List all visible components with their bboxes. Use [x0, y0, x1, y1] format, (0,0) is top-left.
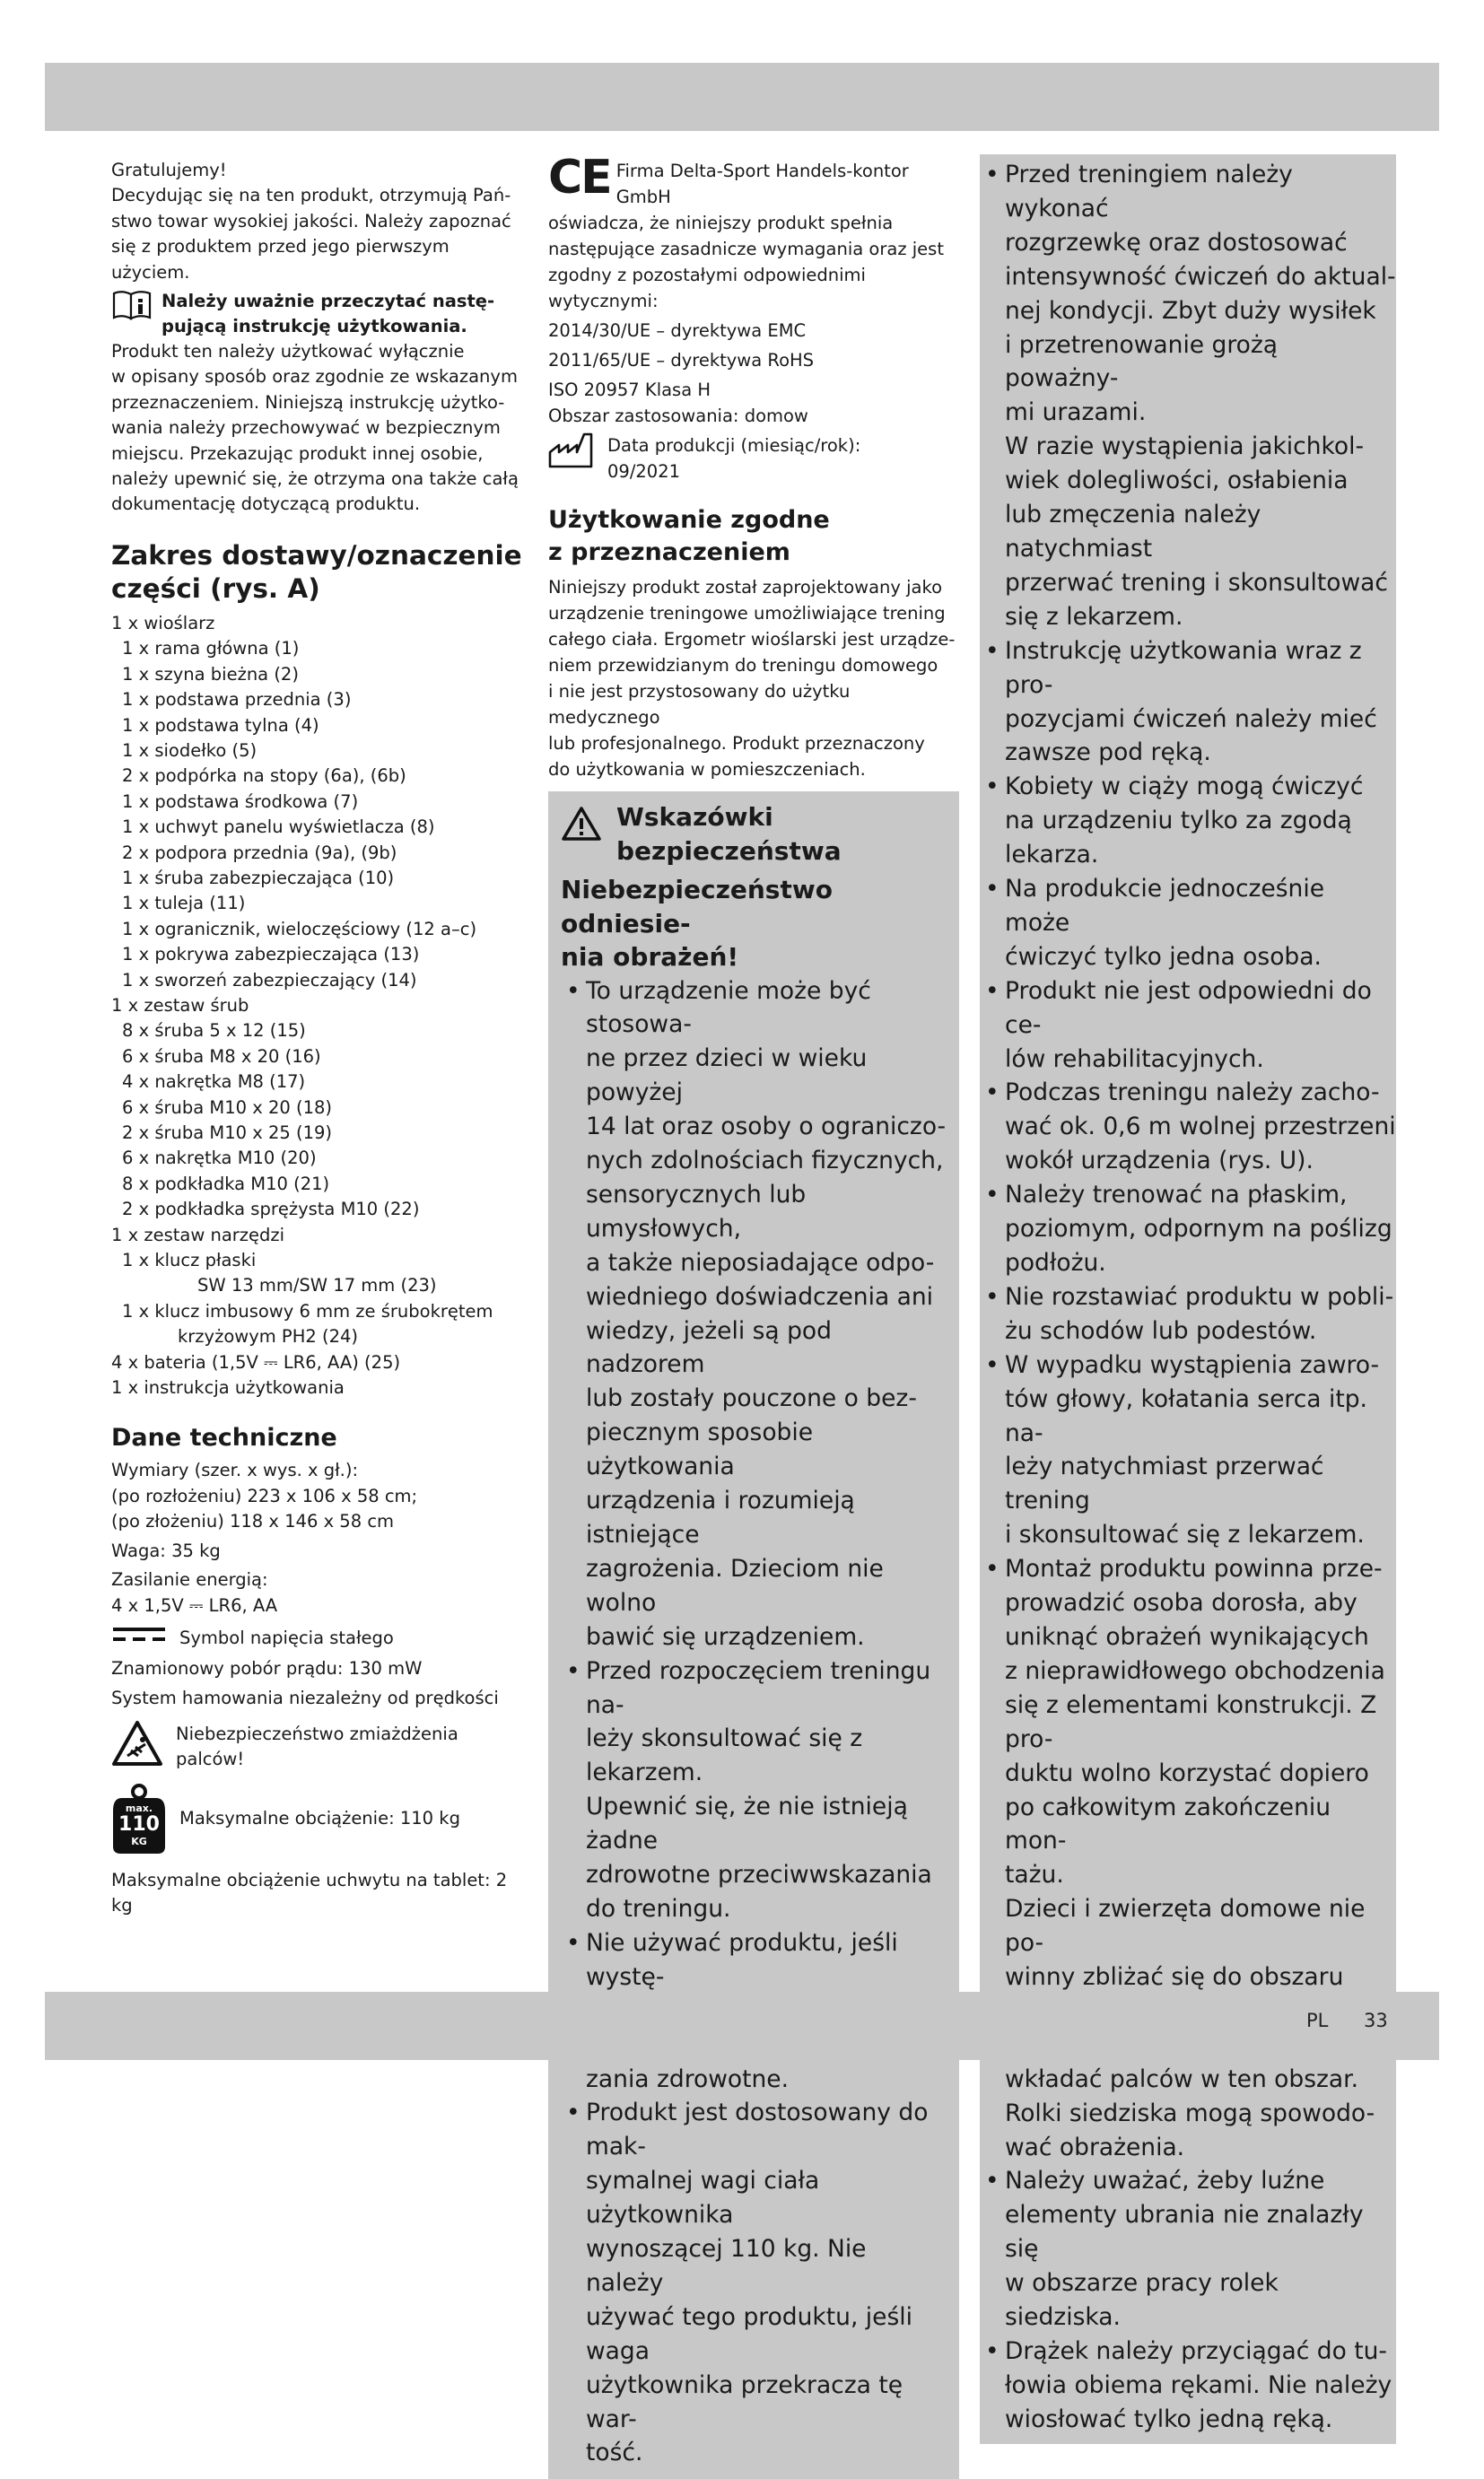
bullet-line: prowadzić osoba dorosła, aby [1005, 1589, 1357, 1618]
bullet-line: • Na produkcie jednocześnie może [1005, 875, 1325, 937]
bullet-line: wynoszącej 110 kg. Nie należy [586, 2235, 867, 2297]
bullet-line: piecznym sposobie użytkowania [586, 1418, 814, 1481]
bullet-line: rozgrzewkę oraz dostosować [1005, 228, 1348, 257]
bullet-continuation-line: winny zbliżać się do obszaru [1005, 1963, 1344, 1992]
max-load-row [111, 1784, 522, 1855]
safety-bullet [980, 1076, 1396, 1178]
scope-heading [111, 539, 522, 606]
safety-bullet [980, 974, 1396, 1077]
bullet-line: • Należy uważać, żeby luźne [1005, 2167, 1325, 2195]
tech-line: (po rozłożeniu) 223 x 106 x 58 cm; [111, 1485, 418, 1506]
scope-item: 1 x pokrywa zabezpieczająca (13) [122, 944, 420, 965]
safety-heading [561, 800, 947, 868]
safety-bullet [980, 770, 1396, 872]
tech-line: Zasilanie energią: [111, 1569, 268, 1591]
bullet-line: lub zostały pouczone o bez- [586, 1384, 917, 1413]
tech-line: System hamowania niezależny od prędkości [111, 1687, 499, 1708]
safety-bullet [980, 872, 1396, 974]
scope-item: 2 x śruba M10 x 25 (19) [122, 1122, 333, 1143]
bullet-line: zagrożenia. Dzieciom nie wolno [586, 1554, 884, 1617]
intro-line: Decydując się na ten produkt, otrzymują Pań- [111, 185, 511, 206]
bullet-line: • W wypadku wystąpienia zawro- [1005, 1350, 1380, 1379]
intended-line: do użytkowania w pomieszczeniach. [548, 759, 866, 780]
bullet-line: się z elementami konstrukcji. Z pro- [1005, 1690, 1377, 1753]
scope-item: 1 x instrukcja użytkowania [111, 1377, 345, 1399]
bullet-line: podłożu. [1005, 1249, 1106, 1277]
production-date-icon [548, 432, 595, 476]
max-load-label: Maksymalne obciążenie: 110 kg [179, 1808, 460, 1829]
safety-bullet [980, 1178, 1396, 1280]
directive-line: ISO 20957 Klasa H [548, 380, 711, 400]
bullet-line: • Produkt nie jest odpowiedni do ce- [1005, 976, 1372, 1039]
bullet-line: a także nieposiadające odpo- [586, 1248, 935, 1277]
intended-heading-line: Użytkowanie zgodne [548, 506, 830, 534]
usage-line: należy upewnić się, że otrzyma ona także całą [111, 468, 519, 490]
safety-bullet [980, 634, 1396, 771]
bullet-line: wiedniego doświadczenia ani [586, 1282, 934, 1311]
scope-item: 1 x podstawa tylna (4) [122, 714, 319, 736]
safety-bullets-middle [561, 974, 947, 2471]
bullet-line: tość. [586, 2439, 643, 2467]
intended-line: Niniejszy produkt został zaprojektowany jako [548, 577, 943, 598]
conformity-line: zgodny z pozostałymi odpowiednimi wytycznymi: [548, 265, 866, 311]
scope-item: 8 x podkładka M10 (21) [122, 1173, 330, 1194]
intended-line: i nie jest przystosowany do użytku medycznego [548, 681, 851, 728]
bullet-line: lekarza. [1005, 841, 1099, 869]
scope-item: 2 x podpórka na stopy (6a), (6b) [122, 765, 406, 787]
conformity-line: następujące zasadnicze wymagania oraz jest [548, 239, 944, 259]
ce-mark-icon: CE [548, 151, 611, 205]
intro-line: stwo towar wysokiej jakości. Należy zapoznać [111, 210, 511, 231]
scope-item: 1 x uchwyt panelu wyświetlacza (8) [122, 816, 435, 838]
conformity-line: Firma Delta-Sport Handels-kontor GmbH [615, 161, 909, 207]
bullet-line: używać tego produktu, jeśli waga [586, 2302, 912, 2365]
footer-band [45, 1992, 1439, 2060]
scope-item: 1 x rama główna (1) [122, 638, 300, 659]
tech-line: 4 x 1,5V ⎓ LR6, AA [111, 1594, 278, 1616]
bullet-line: żu schodów lub podestów. [1005, 1316, 1317, 1345]
bullet-line: łowia obiema rękami. Nie należy [1005, 2370, 1392, 2399]
bullet-continuation-line: przerwać trening i skonsultować [1005, 568, 1388, 597]
bullet-line: pozycjami ćwiczeń należy mieć [1005, 704, 1377, 733]
bullet-line: wiosłować tylko jedną ręką. [1005, 2405, 1333, 2433]
usage-line: wania należy przechowywać w bezpiecznym [111, 417, 501, 439]
scope-item: 1 x ogranicznik, wieloczęściowy (12 a–c) [122, 918, 477, 939]
tablet-load: Maksymalne obciążenie uchwytu na tablet: 2 kg [111, 1869, 508, 1916]
bullet-line: • Instrukcję użytkowania wraz z pro- [1005, 636, 1362, 699]
bullet-line: duktu wolno korzystać dopiero [1005, 1759, 1369, 1787]
tech-line: (po złożeniu) 118 x 146 x 58 cm [111, 1511, 395, 1532]
bullet-line: mi urazami. [1005, 398, 1147, 427]
tech-heading: Dane techniczne [111, 1424, 337, 1453]
bullet-continuation-line: Rolki siedziska mogą spowodo- [1005, 2099, 1375, 2127]
usage-line: Produkt ten należy użytkować wyłącznie [111, 341, 465, 362]
bullet-line: tów głowy, kołatania serca itp. na- [1005, 1384, 1367, 1447]
scope-item: 2 x podkładka sprężysta M10 (22) [122, 1199, 420, 1220]
finger-warning-row [111, 1720, 522, 1774]
manual-info-icon [111, 289, 153, 328]
scope-heading-line: Zakres dostawy/oznaczenie [111, 539, 522, 571]
scope-item: krzyżowym PH2 (24) [178, 1326, 358, 1348]
bullet-continuation-line: Dzieci i zwierzęta domowe nie po- [1005, 1895, 1366, 1958]
directive-line: 2011/65/UE – dyrektywa RoHS [548, 350, 815, 371]
bullet-continuation-line: lub zmęczenia należy natychmiast [1005, 501, 1261, 563]
bullet-line: • To urządzenie może być stosowa- [586, 976, 871, 1039]
bullet-line: i skonsultować się z lekarzem. [1005, 1521, 1365, 1549]
read-note-line: Należy uważnie przeczytać nastę- [161, 291, 495, 312]
conformity-line: oświadcza, że niniejszy produkt spełnia [548, 213, 894, 233]
bullet-line: nych zdolnościach fizycznych, [586, 1147, 944, 1175]
weight-icon-value: 110 [118, 1812, 160, 1836]
bullet-continuation-line: wiek dolegliwości, osłabienia [1005, 467, 1349, 495]
bullet-line: ne przez dzieci w wieku powyżej [586, 1044, 868, 1107]
scope-item: 1 x podstawa środkowa (7) [122, 790, 359, 812]
intended-line: urządzenie treningowe umożliwiające trening [548, 603, 946, 624]
scope-item: 4 x nakrętka M8 (17) [122, 1071, 306, 1093]
safety-bullet [561, 974, 947, 1654]
safety-bullet [980, 2164, 1396, 2335]
conformity-block [548, 151, 959, 314]
footer-language: PL [1306, 2010, 1329, 2031]
intro-line: się z produktem przed jego pierwszym użyciem. [111, 236, 450, 283]
scope-item: 1 x klucz płaski [122, 1250, 257, 1271]
bullet-line: zania zdrowotne. [586, 2064, 790, 2093]
read-instructions-note [111, 289, 522, 339]
bullet-line: do treningu. [586, 1894, 731, 1923]
bullet-line: • Montaż produktu powinna prze- [1005, 1555, 1383, 1584]
safety-bullet [561, 2096, 947, 2470]
bullet-line: • Nie rozstawiać produktu w pobli- [1005, 1282, 1394, 1311]
dc-symbol-label: Symbol napięcia stałego [179, 1627, 394, 1648]
bullet-line: ćwiczyć tylko jedna osoba. [1005, 942, 1322, 971]
intended-line: niem przewidzianym do treningu domowego [548, 655, 938, 676]
bullet-line: na urządzeniu tylko za zgodą [1005, 807, 1352, 835]
bullet-line: sensorycznych lub umysłowych, [586, 1180, 807, 1243]
safety-heading-line: Wskazówki [616, 802, 773, 832]
bullet-continuation-line: wkładać palców w ten obszar. [1005, 2064, 1359, 2093]
scope-item: 4 x bateria (1,5V ⎓ LR6, AA) (25) [111, 1351, 401, 1373]
scope-item: 1 x śruba zabezpieczająca (10) [122, 867, 395, 888]
bullet-line: uniknąć obrażeń wynikających [1005, 1622, 1369, 1651]
safety-bullet [980, 1349, 1396, 1552]
bullet-line: • Produkt jest dostosowany do mak- [586, 2099, 929, 2161]
bullet-line: poziomym, odpornym na poślizg [1005, 1215, 1392, 1244]
scope-item: SW 13 mm/SW 17 mm (23) [197, 1275, 437, 1296]
bullet-line: leży skonsultować się z lekarzem. [586, 1724, 863, 1787]
scope-list [111, 611, 522, 1401]
column-left [111, 158, 522, 1918]
bullet-line: Upewnić się, że nie istnieją żadne [586, 1793, 908, 1855]
bullet-line: zawsze pod ręką. [1005, 738, 1211, 767]
column-middle [548, 151, 959, 2479]
bullet-continuation-line: W razie wystąpienia jakichkol- [1005, 432, 1365, 461]
read-note-line: pującą instrukcję użytkowania. [161, 316, 467, 337]
weight-icon-unit: KG [131, 1835, 147, 1847]
bullet-line: • Kobiety w ciąży mogą ćwiczyć [1005, 773, 1364, 801]
scope-item: 1 x podstawa przednia (3) [122, 689, 352, 711]
safety-bullet [561, 1654, 947, 1926]
bullet-line: wiedzy, jeżeli są pod nadzorem [586, 1316, 832, 1379]
scope-item: 6 x nakrętka M10 (20) [122, 1148, 317, 1169]
tech-line: Znamionowy pobór prądu: 130 mW [111, 1658, 423, 1680]
directive-line: 2014/30/UE – dyrektywa EMC [548, 320, 807, 341]
scope-item: 1 x tuleja (11) [122, 893, 246, 914]
bullet-line: • Przed rozpoczęciem treningu na- [586, 1656, 931, 1719]
usage-line: w opisany sposób oraz zgodnie ze wskazanym [111, 366, 518, 388]
dc-symbol-row [111, 1624, 522, 1653]
bullet-line: leży natychmiast przerwać trening [1005, 1453, 1324, 1515]
scope-item: 1 x zestaw śrub [111, 994, 249, 1016]
intended-line: lub profesjonalnego. Produkt przeznaczony [548, 733, 925, 754]
bullet-line: w obszarze pracy rolek siedziska. [1005, 2269, 1279, 2332]
safety-heading-line: bezpieczeństwa [616, 835, 842, 866]
bullet-line: użytkownika przekracza tę war- [586, 2370, 903, 2433]
danger-heading-line: Niebezpieczeństwo odniesie- [561, 875, 833, 938]
header-band [45, 63, 1439, 131]
bullet-line: wać ok. 0,6 m wolnej przestrzeni [1005, 1113, 1396, 1141]
tech-line: Waga: 35 kg [111, 1540, 221, 1561]
scope-item: 1 x sworzeń zabezpieczający (14) [122, 969, 417, 991]
bullet-line: zdrowotne przeciwwskazania [586, 1861, 932, 1890]
bullet-line: tażu. [1005, 1861, 1064, 1890]
scope-item: 2 x podpora przednia (9a), (9b) [122, 842, 397, 863]
scope-item: 6 x śruba M10 x 20 (18) [122, 1096, 333, 1118]
scope-item: 8 x śruba 5 x 12 (15) [122, 1020, 306, 1042]
weight-icon-top-text: max. [125, 1802, 153, 1814]
usage-line: miejscu. Przekazując produkt innej osobie, [111, 442, 484, 464]
tech-line: Wymiary (szer. x wys. x gł.): [111, 1460, 359, 1481]
bullet-line: lów rehabilitacyjnych. [1005, 1044, 1264, 1073]
production-date-row [548, 432, 959, 484]
scope-item: 1 x zestaw narzędzi [111, 1224, 285, 1245]
intro-line: Gratulujemy! [111, 160, 227, 180]
bullet-line: 14 lat oraz osoby o ograniczo- [586, 1113, 947, 1141]
bullet-line: symalnej wagi ciała użytkownika [586, 2167, 820, 2230]
directive-line: Obszar zastosowania: domow [548, 406, 808, 426]
bullet-line: bawić się urządzeniem. [586, 1622, 865, 1651]
scope-item: 1 x wioślarz [111, 612, 215, 633]
safety-bullets-right [980, 158, 1396, 2437]
bullet-line: i przetrenowanie grożą poważny- [1005, 330, 1279, 393]
finger-crush-warning-icon [111, 1720, 163, 1774]
dc-voltage-icon [111, 1624, 167, 1653]
safety-bullet [980, 2335, 1396, 2437]
bullet-line: intensywność ćwiczeń do aktual- [1005, 262, 1396, 291]
bullet-line: urządzenia i rozumieją istniejące [586, 1487, 855, 1549]
bullet-continuation-line: się z lekarzem. [1005, 602, 1183, 631]
safety-box [548, 791, 959, 2479]
scope-item: 1 x siodełko (5) [122, 739, 258, 761]
bullet-line: wokół urządzenia (rys. U). [1005, 1147, 1314, 1175]
scope-item: 1 x klucz imbusowy 6 mm ze śrubokrętem [122, 1300, 493, 1322]
safety-bullet [980, 158, 1396, 634]
bullet-line: • Drążek należy przyciągać do tu- [1005, 2337, 1387, 2365]
scope-item: 6 x śruba M8 x 20 (16) [122, 1045, 321, 1067]
max-weight-icon [111, 1784, 167, 1855]
safety-bullet [980, 1552, 1396, 2164]
scope-heading-line: części (rys. A) [111, 572, 320, 604]
bullet-line: po całkowitym zakończeniu mon- [1005, 1793, 1331, 1855]
intended-heading-line: z przeznaczeniem [548, 538, 790, 566]
bullet-line: z nieprawidłowego obchodzenia [1005, 1656, 1385, 1685]
production-line: Data produkcji (miesiąc/rok): [607, 435, 861, 456]
danger-heading-line: nia obrażeń! [561, 942, 739, 972]
bullet-line: nej kondycji. Zbyt duży wysiłek [1005, 296, 1376, 325]
bullet-line: elementy ubrania nie znalazły się [1005, 2201, 1364, 2264]
usage-line: przeznaczeniem. Niniejszą instrukcję użytko- [111, 391, 505, 413]
safety-bullet [980, 1280, 1396, 1349]
production-line: 09/2021 [607, 461, 681, 482]
bullet-continuation-line: wać obrażenia. [1005, 2133, 1185, 2161]
bullet-line: • Przed treningiem należy wykonać [1005, 161, 1293, 223]
bullet-line: • Należy trenować na płaskim, [1005, 1181, 1348, 1209]
finger-warning-label: Niebezpieczeństwo zmiażdżenia palców! [176, 1723, 458, 1770]
footer-page-number: 33 [1364, 2010, 1388, 2031]
column-right [980, 154, 1396, 2444]
intended-line: całego ciała. Ergometr wioślarski jest urządze- [548, 629, 956, 650]
bullet-line: • Podczas treningu należy zacho- [1005, 1078, 1380, 1107]
usage-line: dokumentację dotyczącą produktu. [111, 493, 421, 515]
scope-item: 1 x szyna bieżna (2) [122, 663, 299, 685]
warning-triangle-icon [561, 800, 602, 851]
bullet-line: • Nie używać produktu, jeśli wystę- [586, 1928, 898, 1991]
intended-use-heading [548, 504, 959, 569]
danger-subheading [561, 873, 947, 974]
